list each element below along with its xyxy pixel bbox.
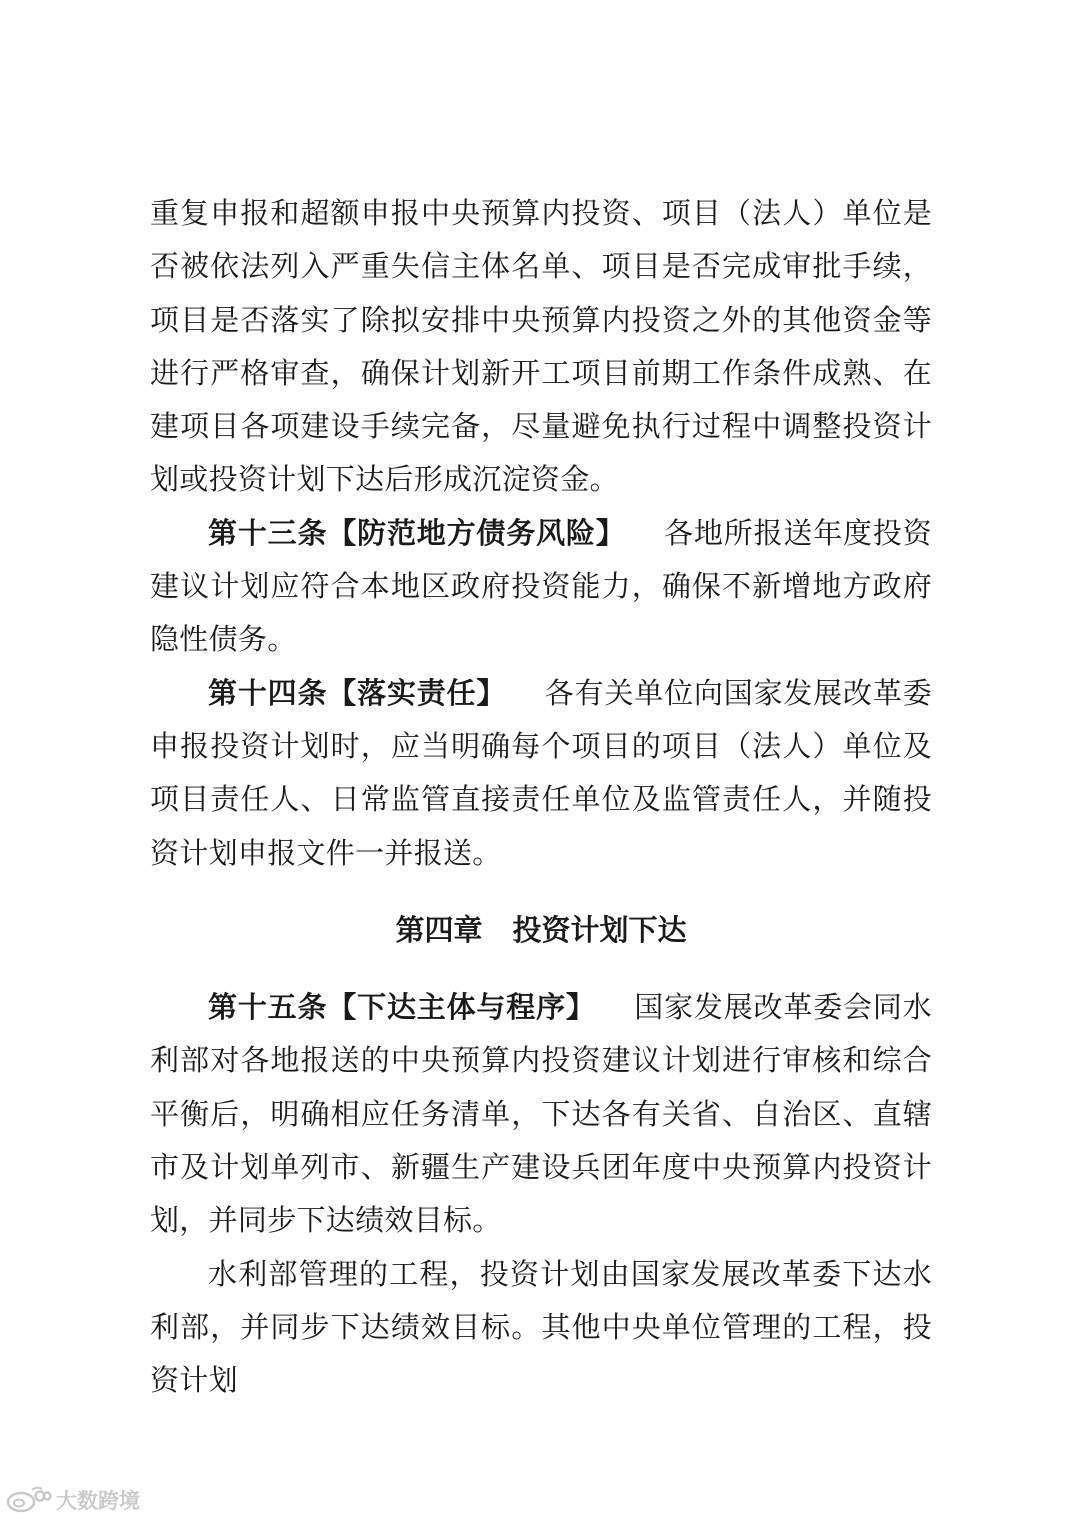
article-15-body: 国家发展改革委会同水利部对各地报送的中央预算内投资建议计划进行审核和综合平衡后，明确相应任务清单，下达各有关省、自治区、直辖市及计划单列市、新疆生产建设兵团年度中央预算内投资计划，并同步下达绩效目标。 [150, 990, 932, 1238]
article-14-body: 各有关单位向国家发展改革委申报投资计划时，应当明确每个项目的项目（法人）单位及项目责任人、日常监管直接责任单位及监管责任人，并随投资计划申报文件一并报送。 [150, 675, 932, 870]
paragraph-continued: 重复申报和超额申报中央预算内投资、项目（法人）单位是否被依法列入严重失信主体名单、项目是否完成审批手续，项目是否落实了除拟安排中央预算内投资之外的其他资金等进行严格审查，确保计划新开工项目前期工作条件成熟、在建项目各项建设手续完备，尽量避免执行过程中调整投资计划或投资计划下达后形成沉淀资金。 [150, 196, 932, 497]
article-15 [150, 981, 932, 1247]
weibo-logo-icon [6, 1485, 52, 1515]
watermark-text: 大数跨境 [56, 1489, 140, 1513]
article-13-body: 各地所报送年度投资建议计划应符合本地区政府投资能力，确保不新增地方政府隐性债务。 [150, 515, 932, 657]
article-15-heading: 第十五条【下达主体与程序】 [208, 990, 596, 1025]
article-14 [150, 667, 932, 880]
article-13 [150, 507, 932, 667]
chapter-heading [150, 880, 932, 981]
watermark [6, 1485, 140, 1515]
chapter-number: 第四章 [395, 912, 483, 947]
article-14-heading: 第十四条【落实责任】 [208, 675, 507, 710]
document-page [150, 187, 932, 1408]
article-13-heading: 第十三条【防范地方债务风险】 [208, 515, 626, 550]
paragraph-last: 水利部管理的工程，投资计划由国家发展改革委下达水利部，并同步下达绩效目标。其他中央单位管理的工程，投资计划 [150, 1256, 932, 1398]
chapter-title: 投资计划下达 [512, 912, 687, 947]
